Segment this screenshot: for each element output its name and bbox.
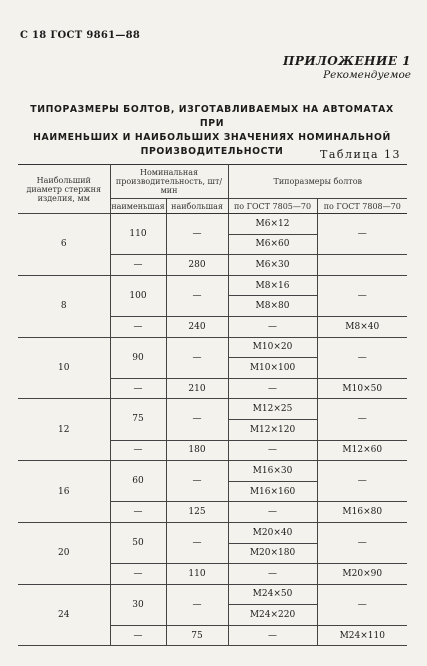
cell-gost-7805: —: [228, 316, 317, 337]
cell-min-productivity: 50: [110, 522, 166, 563]
cell-min-productivity: —: [110, 502, 166, 523]
cell-gost-7808: —: [317, 522, 407, 563]
cell-max-productivity: —: [166, 214, 228, 255]
cell-max-productivity: 240: [166, 316, 228, 337]
cell-diameter: 24: [18, 584, 110, 646]
table-row: [18, 522, 407, 543]
cell-diameter: 8: [18, 275, 110, 337]
header-productivity: Номинальная производительность, шт/мин: [110, 165, 228, 199]
cell-max-productivity: 280: [166, 255, 228, 276]
title-line: НАИМЕНЬШИХ И НАИБОЛЬШИХ ЗНАЧЕНИЯХ НОМИНАЛЬНОЙ: [33, 132, 391, 143]
cell-gost-7808: M20×90: [317, 564, 407, 585]
cell-gost-7805: M6×60: [228, 234, 317, 255]
cell-gost-7808: —: [317, 337, 407, 378]
cell-gost-7808: M8×40: [317, 316, 407, 337]
cell-min-productivity: 75: [110, 399, 166, 440]
cell-gost-7805: M24×220: [228, 605, 317, 626]
appendix-label: [283, 54, 411, 81]
table-row: [18, 461, 407, 482]
cell-max-productivity: 210: [166, 378, 228, 399]
table-header-row: [18, 165, 407, 199]
table-row: [18, 399, 407, 420]
cell-gost-7805: M12×120: [228, 419, 317, 440]
cell-gost-7805: M8×16: [228, 275, 317, 296]
cell-gost-7808: —: [317, 275, 407, 316]
cell-max-productivity: 180: [166, 440, 228, 461]
cell-min-productivity: 110: [110, 214, 166, 255]
cell-gost-7805: M12×25: [228, 399, 317, 420]
cell-gost-7805: M16×160: [228, 481, 317, 502]
cell-max-productivity: —: [166, 522, 228, 563]
page-header: С 18 ГОСТ 9861—88: [20, 30, 141, 41]
bolt-sizes-table: [18, 164, 407, 646]
cell-max-productivity: —: [166, 275, 228, 316]
table-row: [18, 584, 407, 605]
cell-diameter: 20: [18, 522, 110, 584]
cell-gost-7805: —: [228, 440, 317, 461]
cell-diameter: 12: [18, 399, 110, 461]
cell-gost-7805: M10×100: [228, 358, 317, 379]
cell-gost-7808: —: [317, 461, 407, 502]
cell-max-productivity: —: [166, 337, 228, 378]
cell-min-productivity: 90: [110, 337, 166, 378]
cell-min-productivity: —: [110, 378, 166, 399]
cell-gost-7808: —: [317, 584, 407, 625]
cell-max-productivity: 75: [166, 625, 228, 646]
cell-min-productivity: —: [110, 440, 166, 461]
appendix-title: ПРИЛОЖЕНИЕ 1: [282, 54, 411, 68]
cell-min-productivity: 100: [110, 275, 166, 316]
cell-gost-7805: M20×180: [228, 543, 317, 564]
cell-gost-7805: M6×12: [228, 214, 317, 235]
table-row: [18, 275, 407, 296]
cell-gost-7805: M16×30: [228, 461, 317, 482]
cell-gost-7808: M10×50: [317, 378, 407, 399]
cell-min-productivity: —: [110, 255, 166, 276]
cell-diameter: 6: [18, 214, 110, 276]
cell-gost-7808: [317, 255, 407, 276]
title-line: ТИПОРАЗМЕРЫ БОЛТОВ, ИЗГОТАВЛИВАЕМЫХ НА АВТОМАТАХ ПРИ: [30, 104, 394, 129]
table-row: [18, 337, 407, 358]
cell-max-productivity: —: [166, 584, 228, 625]
cell-gost-7805: —: [228, 502, 317, 523]
header-min: наименьшая: [110, 199, 166, 214]
cell-gost-7805: M6×30: [228, 255, 317, 276]
header-max: наибольшая: [166, 199, 228, 214]
cell-gost-7805: M10×20: [228, 337, 317, 358]
cell-min-productivity: —: [110, 564, 166, 585]
cell-diameter: 10: [18, 337, 110, 399]
cell-min-productivity: —: [110, 625, 166, 646]
cell-gost-7805: M8×80: [228, 296, 317, 317]
title-line: ПРОИЗВОДИТЕЛЬНОСТИ: [140, 146, 284, 157]
header-diameter: Наибольший диаметр стержня изделия, мм: [18, 165, 110, 214]
cell-gost-7805: M24×50: [228, 584, 317, 605]
header-gost-7805: по ГОСТ 7805—70: [228, 199, 317, 214]
cell-max-productivity: 110: [166, 564, 228, 585]
cell-gost-7808: —: [317, 214, 407, 255]
cell-min-productivity: —: [110, 316, 166, 337]
cell-min-productivity: 30: [110, 584, 166, 625]
cell-max-productivity: —: [166, 461, 228, 502]
cell-gost-7805: —: [228, 625, 317, 646]
appendix-subtitle: Рекомендуемое: [323, 69, 411, 81]
cell-gost-7808: M12×60: [317, 440, 407, 461]
cell-gost-7805: —: [228, 378, 317, 399]
table-row: [18, 214, 407, 235]
cell-gost-7808: M24×110: [317, 625, 407, 646]
cell-gost-7805: —: [228, 564, 317, 585]
header-sizes: Типоразмеры болтов: [228, 165, 407, 199]
cell-max-productivity: 125: [166, 502, 228, 523]
cell-diameter: 16: [18, 461, 110, 523]
cell-gost-7805: M20×40: [228, 522, 317, 543]
cell-max-productivity: —: [166, 399, 228, 440]
cell-gost-7808: —: [317, 399, 407, 440]
header-gost-7808: по ГОСТ 7808—70: [317, 199, 407, 214]
cell-gost-7808: M16×80: [317, 502, 407, 523]
table-label: Таблица 13: [320, 148, 401, 161]
cell-min-productivity: 60: [110, 461, 166, 502]
